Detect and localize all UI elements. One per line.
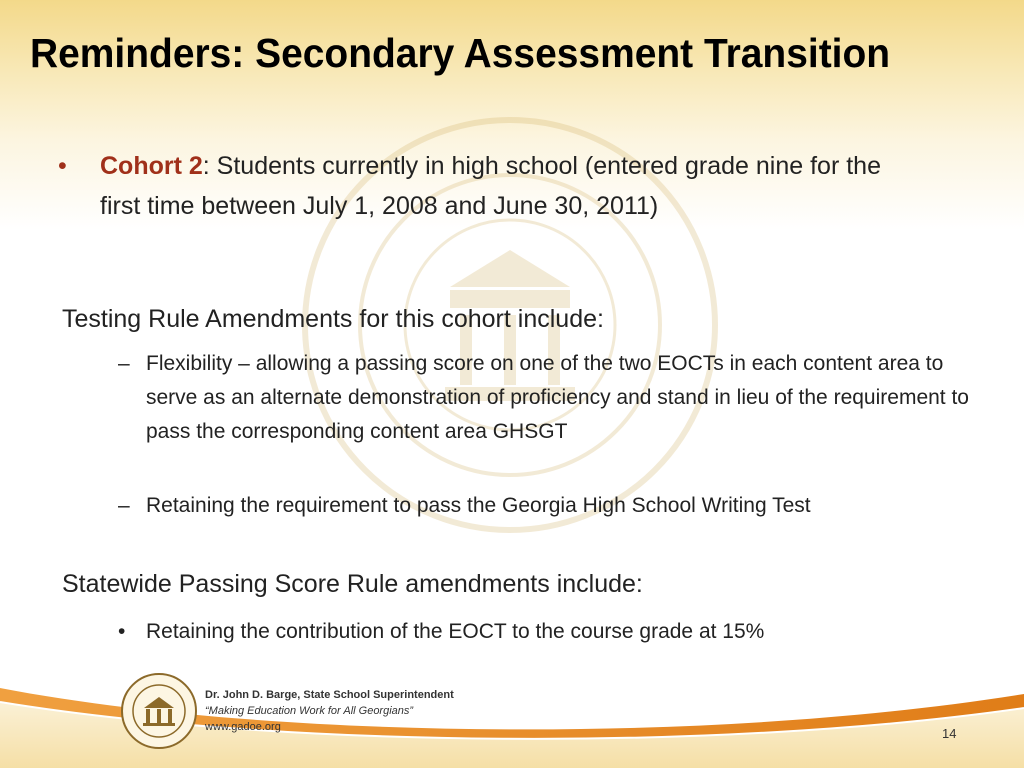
motto: “Making Education Work for All Georgians” bbox=[205, 705, 414, 717]
cohort-label: Cohort 2 bbox=[100, 152, 203, 180]
cohort-bullet bbox=[58, 146, 928, 226]
cohort-bullet-body bbox=[100, 146, 928, 226]
department-seal-icon bbox=[120, 672, 198, 750]
cohort-description: : Students currently in high school (entered grade nine for the first time between July 1, 2008 and June 30, 2011) bbox=[100, 152, 881, 220]
list-item bbox=[118, 347, 978, 449]
list-item-text: Flexibility – allowing a passing score on one of the two EOCTs in each content area to serve as an alternate demonstration of proficiency and stand in lieu of the requirement to pass the corresponding content area GHSGT bbox=[146, 352, 969, 443]
passing-score-heading: Statewide Passing Score Rule amendments include: bbox=[62, 570, 643, 598]
footer-credits bbox=[205, 687, 454, 735]
superintendent-name: Dr. John D. Barge, State School Superintendent bbox=[205, 689, 454, 701]
list-item bbox=[118, 615, 978, 649]
page-number: 14 bbox=[942, 726, 957, 741]
dash-marker: – bbox=[118, 352, 130, 375]
slide-title: Reminders: Secondary Assessment Transition bbox=[30, 30, 891, 76]
list-item-text: Retaining the contribution of the EOCT to the course grade at 15% bbox=[146, 620, 765, 643]
dash-marker: – bbox=[118, 494, 130, 517]
list-item-text: Retaining the requirement to pass the Georgia High School Writing Test bbox=[146, 494, 811, 517]
list-item bbox=[118, 489, 978, 523]
bullet-marker: • bbox=[118, 620, 126, 643]
testing-rule-heading: Testing Rule Amendments for this cohort include: bbox=[62, 305, 604, 333]
bullet-marker: • bbox=[58, 152, 67, 180]
website-link[interactable]: www.gadoe.org bbox=[205, 721, 281, 733]
